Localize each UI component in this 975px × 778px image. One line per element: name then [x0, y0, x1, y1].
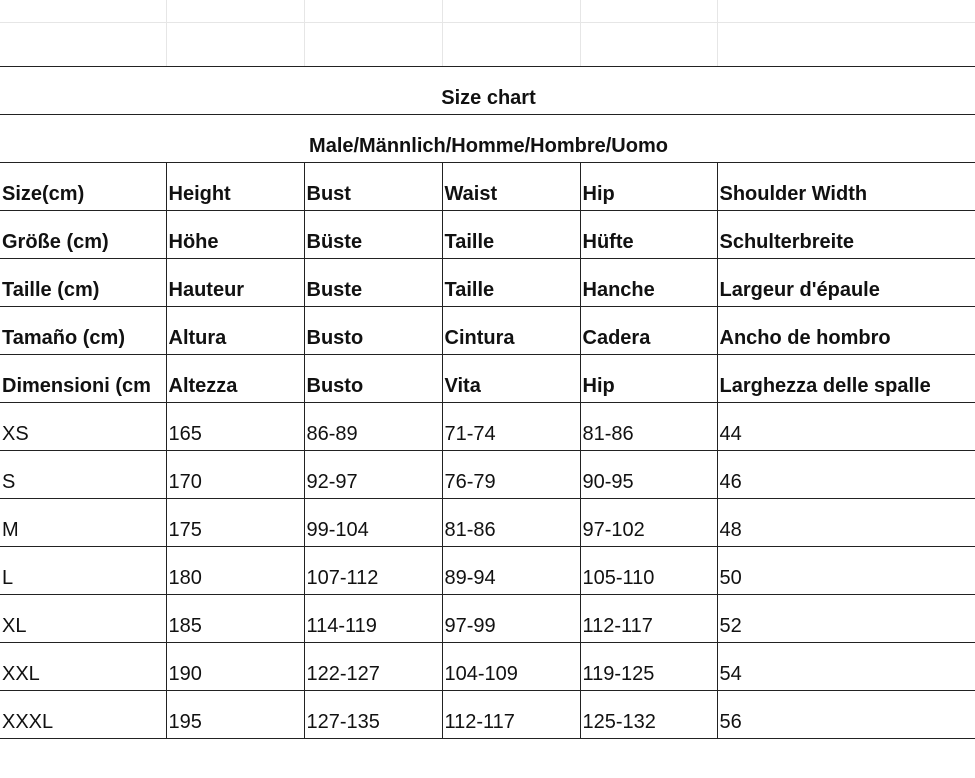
- table-cell: Cadera: [580, 307, 717, 355]
- grid-line: [717, 0, 718, 66]
- chart-subtitle: Male/Männlich/Homme/Hombre/Uomo: [0, 115, 975, 163]
- size-table: [0, 66, 975, 739]
- table-cell: Cintura: [442, 307, 580, 355]
- table-cell: Largeur d'épaule: [717, 259, 975, 307]
- table-cell: 50: [717, 547, 975, 595]
- table-cell: 76-79: [442, 451, 580, 499]
- header-row: [0, 355, 975, 403]
- table-cell: 190: [166, 643, 304, 691]
- table-cell: Hauteur: [166, 259, 304, 307]
- table-cell: 195: [166, 691, 304, 739]
- table-cell: Buste: [304, 259, 442, 307]
- table-row: [0, 643, 975, 691]
- table-cell: 165: [166, 403, 304, 451]
- chart-title: Size chart: [0, 67, 975, 115]
- table-cell: Vita: [442, 355, 580, 403]
- grid-line: [304, 0, 305, 66]
- table-cell: 86-89: [304, 403, 442, 451]
- header-row: [0, 211, 975, 259]
- table-row: [0, 451, 975, 499]
- table-cell: 175: [166, 499, 304, 547]
- table-cell: Hip: [580, 355, 717, 403]
- header-row: [0, 163, 975, 211]
- table-cell: Altura: [166, 307, 304, 355]
- table-cell: L: [0, 547, 166, 595]
- table-cell: M: [0, 499, 166, 547]
- blank-area: [0, 698, 975, 778]
- table-cell: 185: [166, 595, 304, 643]
- table-cell: 97-102: [580, 499, 717, 547]
- table-row: [0, 595, 975, 643]
- table-cell: 104-109: [442, 643, 580, 691]
- table-cell: 170: [166, 451, 304, 499]
- header-row: [0, 259, 975, 307]
- table-cell: 99-104: [304, 499, 442, 547]
- table-cell: Büste: [304, 211, 442, 259]
- table-cell: 105-110: [580, 547, 717, 595]
- table-cell: 81-86: [580, 403, 717, 451]
- table-row: [0, 403, 975, 451]
- table-cell: 122-127: [304, 643, 442, 691]
- table-cell: Größe (cm): [0, 211, 166, 259]
- table-cell: 180: [166, 547, 304, 595]
- subtitle-row: [0, 115, 975, 163]
- table-cell: 125-132: [580, 691, 717, 739]
- table-cell: Busto: [304, 307, 442, 355]
- grid-line: [166, 0, 167, 66]
- table-cell: 127-135: [304, 691, 442, 739]
- table-cell: Höhe: [166, 211, 304, 259]
- table-cell: 71-74: [442, 403, 580, 451]
- table-cell: Hanche: [580, 259, 717, 307]
- table-cell: Tamaño (cm): [0, 307, 166, 355]
- table-cell: XXXL: [0, 691, 166, 739]
- table-cell: S: [0, 451, 166, 499]
- table-cell: 56: [717, 691, 975, 739]
- table-cell: Taille (cm): [0, 259, 166, 307]
- table-cell: Busto: [304, 355, 442, 403]
- table-cell: 114-119: [304, 595, 442, 643]
- table-cell: Size(cm): [0, 163, 166, 211]
- table-cell: 81-86: [442, 499, 580, 547]
- table-cell: XS: [0, 403, 166, 451]
- table-cell: 90-95: [580, 451, 717, 499]
- table-cell: Hip: [580, 163, 717, 211]
- table-cell: 92-97: [304, 451, 442, 499]
- table-cell: Taille: [442, 211, 580, 259]
- table-cell: Ancho de hombro: [717, 307, 975, 355]
- table-row: [0, 547, 975, 595]
- size-table-body: [0, 67, 975, 739]
- table-cell: Altezza: [166, 355, 304, 403]
- table-cell: Shoulder Width: [717, 163, 975, 211]
- table-row: [0, 499, 975, 547]
- table-cell: Schulterbreite: [717, 211, 975, 259]
- grid-line: [580, 0, 581, 66]
- table-cell: 44: [717, 403, 975, 451]
- table-cell: 52: [717, 595, 975, 643]
- table-cell: 97-99: [442, 595, 580, 643]
- table-cell: Height: [166, 163, 304, 211]
- table-cell: Waist: [442, 163, 580, 211]
- table-cell: 112-117: [580, 595, 717, 643]
- table-cell: 119-125: [580, 643, 717, 691]
- table-cell: 112-117: [442, 691, 580, 739]
- table-cell: 54: [717, 643, 975, 691]
- title-row: [0, 67, 975, 115]
- table-cell: Taille: [442, 259, 580, 307]
- header-row: [0, 307, 975, 355]
- table-cell: 46: [717, 451, 975, 499]
- table-cell: Hüfte: [580, 211, 717, 259]
- table-cell: 89-94: [442, 547, 580, 595]
- grid-line: [0, 22, 975, 23]
- table-cell: XL: [0, 595, 166, 643]
- table-cell: XXL: [0, 643, 166, 691]
- table-cell: Dimensioni (cm: [0, 355, 166, 403]
- table-cell: Larghezza delle spalle: [717, 355, 975, 403]
- table-cell: 48: [717, 499, 975, 547]
- table-cell: Bust: [304, 163, 442, 211]
- table-cell: 107-112: [304, 547, 442, 595]
- grid-line: [442, 0, 443, 66]
